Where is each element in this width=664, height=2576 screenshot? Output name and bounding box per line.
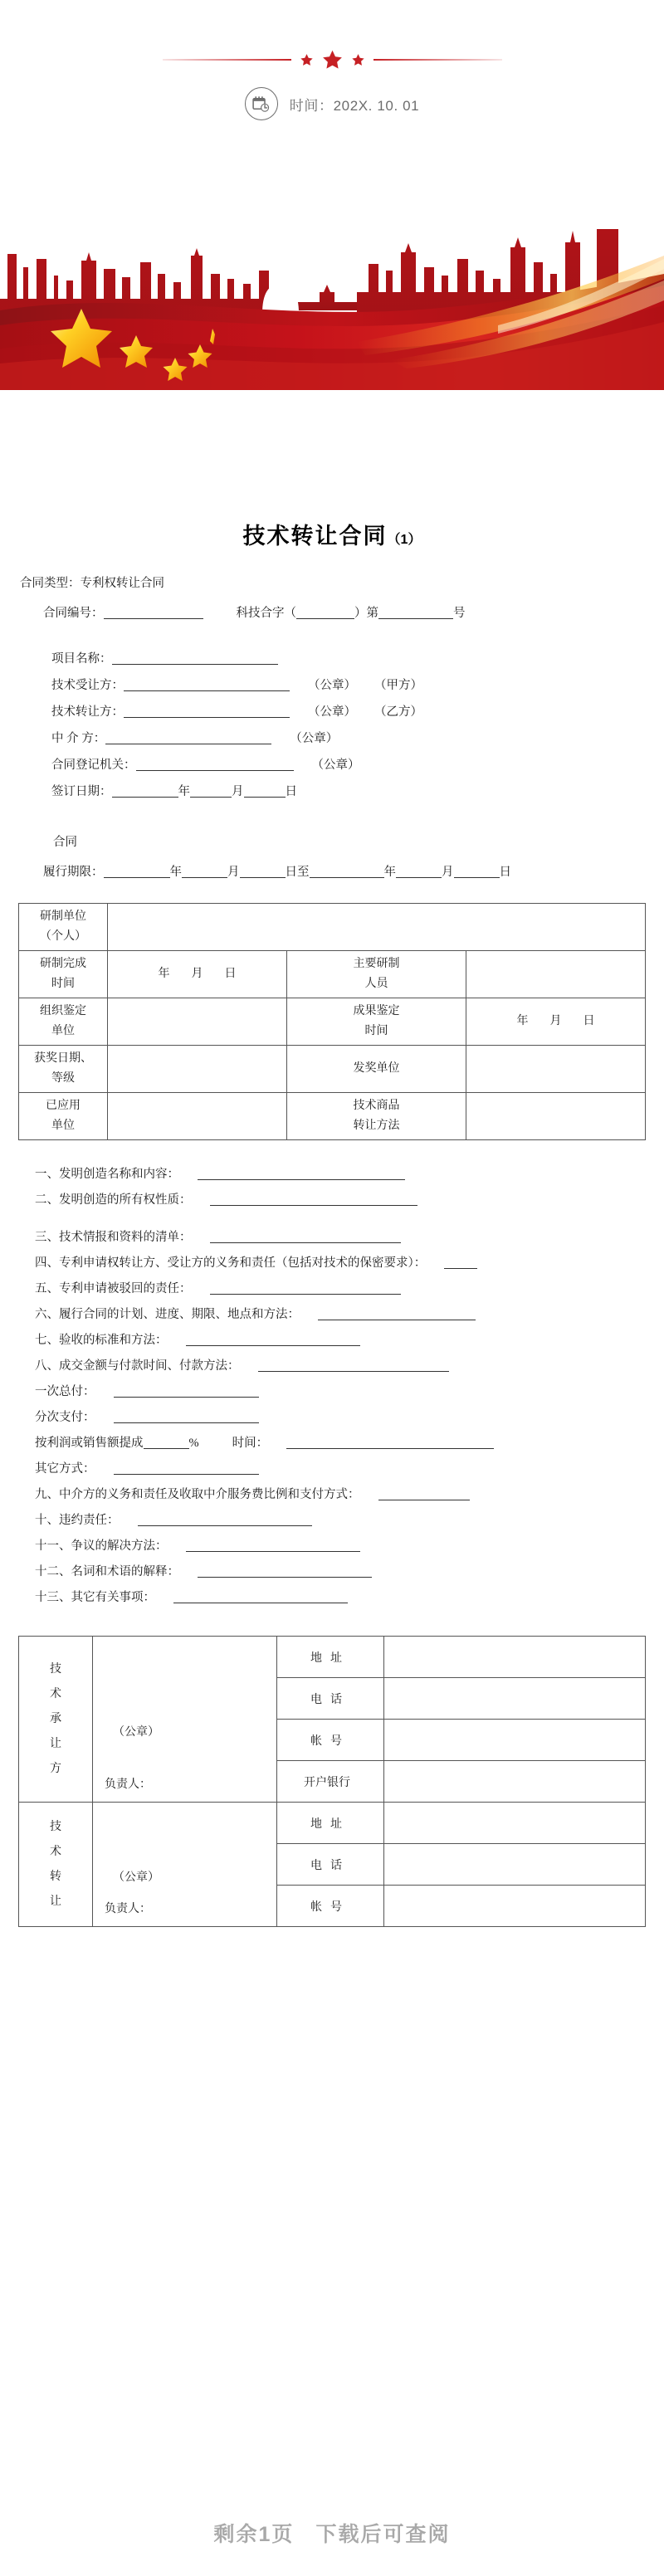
sig-key-address: 地址 bbox=[277, 1803, 384, 1844]
star-divider bbox=[0, 43, 664, 76]
page-title-suffix: （1） bbox=[387, 533, 422, 547]
clause-input[interactable] bbox=[210, 1229, 401, 1243]
keji-no-input[interactable] bbox=[378, 605, 453, 619]
sig-side-transferee: 技 术 承 让 方 bbox=[19, 1637, 93, 1803]
seal-note: （公章） bbox=[113, 1871, 159, 1884]
table-row bbox=[19, 998, 646, 1046]
star-icon-small-left bbox=[300, 53, 314, 67]
sign-date-label: 签订日期： bbox=[51, 785, 112, 799]
party-label: 合同登记机关： bbox=[51, 759, 136, 773]
clause-item-11 bbox=[35, 1534, 646, 1559]
cell-value[interactable]: 年月日 bbox=[108, 951, 287, 998]
clause-input[interactable] bbox=[210, 1192, 417, 1206]
clause-text: 八、成交金额与付款时间、付款方法： bbox=[35, 1359, 240, 1373]
sig-key-account: 帐号 bbox=[277, 1720, 384, 1761]
sign-month-input[interactable] bbox=[190, 783, 232, 798]
sig-value-address[interactable] bbox=[384, 1637, 646, 1678]
perf-year2-input[interactable] bbox=[310, 864, 384, 878]
clause-item-5 bbox=[35, 1276, 646, 1302]
cell-value[interactable] bbox=[108, 1046, 287, 1093]
party-row-project bbox=[51, 646, 646, 672]
sig-value-address[interactable] bbox=[384, 1803, 646, 1844]
royalty-percent-input[interactable] bbox=[144, 1435, 189, 1449]
sign-date-row bbox=[51, 778, 646, 805]
clause-input[interactable] bbox=[173, 1589, 348, 1603]
table-row bbox=[19, 1046, 646, 1093]
date-text: 时间：202X. 10. 01 bbox=[289, 97, 420, 114]
sig-side-transferor: 技 术 转 让 bbox=[19, 1803, 93, 1927]
perf-year-unit: 年 bbox=[169, 866, 182, 880]
page-title-main: 技术转让合同 bbox=[242, 524, 388, 549]
remaining-pages-label: 剩余1页 bbox=[213, 2523, 295, 2546]
clause-text: 其它方式： bbox=[35, 1462, 95, 1476]
perf-day-unit: 日至 bbox=[285, 866, 310, 880]
keji-hao-label: 号 bbox=[453, 607, 466, 621]
perf-month-unit: 月 bbox=[227, 866, 240, 880]
clause-text: 七、验收的标准和方法： bbox=[35, 1334, 168, 1348]
sig-value-phone[interactable] bbox=[384, 1844, 646, 1886]
sig-key-phone: 电话 bbox=[277, 1678, 384, 1720]
performance-block bbox=[18, 830, 646, 885]
clause-text: 十三、其它有关事项： bbox=[35, 1591, 155, 1605]
table-row bbox=[19, 904, 646, 951]
calendar-clock-icon bbox=[245, 87, 278, 120]
sig-seal-cell-transferee[interactable] bbox=[93, 1637, 277, 1803]
star-icon-large-center bbox=[321, 49, 344, 71]
table-row bbox=[19, 1093, 646, 1140]
project-name-input[interactable] bbox=[112, 651, 278, 665]
document-body bbox=[0, 465, 664, 1927]
party-seal-note: （公章） bbox=[311, 759, 360, 773]
cell-value[interactable] bbox=[466, 951, 646, 998]
cell-value[interactable] bbox=[108, 904, 646, 951]
sig-key-address: 地址 bbox=[277, 1637, 384, 1678]
sign-month-unit: 月 bbox=[232, 785, 244, 799]
cell-value[interactable] bbox=[108, 998, 287, 1046]
perf-day-input[interactable] bbox=[240, 864, 286, 878]
cell-label: 成果鉴定 时间 bbox=[287, 998, 466, 1046]
table-row bbox=[19, 1637, 646, 1678]
clause-input[interactable] bbox=[444, 1255, 477, 1269]
red-ribbon-cityscape-banner bbox=[0, 209, 664, 390]
clause-text: 四、专利申请权转让方、受让方的义务和责任（包括对技术的保密要求）： bbox=[35, 1256, 427, 1271]
sign-year-unit: 年 bbox=[178, 785, 190, 799]
clause-item-1 bbox=[35, 1162, 646, 1188]
clause-input[interactable] bbox=[138, 1512, 312, 1526]
clause-item-8 bbox=[35, 1354, 646, 1379]
hetong-label: 合同 bbox=[53, 836, 77, 850]
clause-item-other-method bbox=[35, 1456, 646, 1482]
clause-text: 一次总付： bbox=[35, 1385, 95, 1399]
clause-item-12 bbox=[35, 1559, 646, 1585]
party-seal-note: （公章） bbox=[308, 705, 356, 720]
clause-input[interactable] bbox=[258, 1358, 449, 1372]
transferor-input[interactable] bbox=[124, 704, 290, 718]
contract-type-text: 合同类型：专利权转让合同 bbox=[20, 577, 164, 591]
perf-day2-input[interactable] bbox=[454, 864, 500, 878]
registry-input[interactable] bbox=[136, 757, 294, 771]
sign-year-input[interactable] bbox=[112, 783, 178, 798]
paywall-footer bbox=[0, 2518, 664, 2548]
cell-value[interactable] bbox=[466, 1093, 646, 1140]
clause-item-10 bbox=[35, 1508, 646, 1534]
royalty-percent-unit: % bbox=[188, 1437, 199, 1451]
clause-item-13 bbox=[35, 1585, 646, 1611]
party-seal-note: （公章） bbox=[308, 679, 356, 693]
sig-value-account[interactable] bbox=[384, 1886, 646, 1927]
sig-key-phone: 电话 bbox=[277, 1844, 384, 1886]
cell-label: 组织鉴定 单位 bbox=[19, 998, 108, 1046]
star-icon-small-right bbox=[351, 53, 365, 67]
page-title bbox=[18, 523, 646, 549]
sig-value-bank[interactable] bbox=[384, 1761, 646, 1803]
contract-type-row bbox=[18, 571, 646, 596]
keji-label: 科技合字（ bbox=[236, 607, 296, 621]
sign-day-input[interactable] bbox=[244, 783, 286, 798]
clause-item-2 bbox=[35, 1188, 646, 1213]
cell-label: 已应用 单位 bbox=[19, 1093, 108, 1140]
party-row-transferee bbox=[51, 672, 646, 699]
clauses-block bbox=[18, 1162, 646, 1611]
transferee-input[interactable] bbox=[124, 677, 290, 691]
clause-text: 九、中介方的义务和责任及收取中介服务费比例和支付方式： bbox=[35, 1488, 360, 1502]
clause-item-9 bbox=[35, 1482, 646, 1508]
keji-year-input[interactable] bbox=[296, 605, 354, 619]
royalty-time-label: 时间： bbox=[232, 1437, 269, 1451]
party-side-note: （乙方） bbox=[374, 705, 422, 720]
party-side-note: （甲方） bbox=[374, 679, 422, 693]
cell-label: 研制单位 （个人） bbox=[19, 904, 108, 951]
clause-text: 六、履行合同的计划、进度、期限、地点和方法： bbox=[35, 1308, 300, 1322]
clause-input[interactable] bbox=[318, 1306, 476, 1320]
page-header bbox=[0, 0, 664, 207]
cell-label: 发奖单位 bbox=[287, 1046, 466, 1093]
royalty-prefix: 按利润或销售额提成 bbox=[35, 1437, 144, 1451]
party-label: 项目名称： bbox=[51, 652, 112, 666]
responsible-person-label: 负责人： bbox=[105, 1778, 151, 1792]
clause-input[interactable] bbox=[210, 1281, 401, 1295]
sign-day-unit: 日 bbox=[285, 785, 297, 799]
cell-value[interactable]: 年月日 bbox=[466, 998, 646, 1046]
clause-item-6 bbox=[35, 1302, 646, 1328]
cell-label: 研制完成 时间 bbox=[19, 951, 108, 998]
perf-month2-unit: 月 bbox=[442, 866, 454, 880]
table-row bbox=[19, 1803, 646, 1844]
sig-key-account: 帐号 bbox=[277, 1886, 384, 1927]
cell-value[interactable] bbox=[108, 1093, 287, 1140]
clause-input[interactable] bbox=[186, 1538, 360, 1552]
clause-input[interactable] bbox=[198, 1166, 405, 1180]
clause-text: 十、违约责任： bbox=[35, 1514, 120, 1528]
table-row bbox=[19, 951, 646, 998]
keji-close-label: ）第 bbox=[354, 607, 378, 621]
perf-day2-unit: 日 bbox=[499, 866, 511, 880]
signature-table bbox=[18, 1636, 646, 1927]
research-info-table bbox=[18, 903, 646, 1140]
responsible-person-label: 负责人： bbox=[105, 1903, 151, 1916]
perf-year2-unit: 年 bbox=[383, 866, 396, 880]
clause-text: 三、技术情报和资料的清单： bbox=[35, 1231, 192, 1245]
clause-text: 十二、名词和术语的解释： bbox=[35, 1565, 179, 1579]
sig-key-bank: 开户银行 bbox=[277, 1761, 384, 1803]
sig-seal-cell-transferor[interactable] bbox=[93, 1803, 277, 1927]
clause-input[interactable] bbox=[378, 1486, 470, 1500]
party-row-registry bbox=[51, 752, 646, 778]
clause-input[interactable] bbox=[114, 1383, 259, 1398]
clause-item-lumpsum bbox=[35, 1379, 646, 1405]
clause-item-installment bbox=[35, 1405, 646, 1431]
divider-line-right bbox=[374, 59, 502, 61]
clause-text: 分次支付： bbox=[35, 1411, 95, 1425]
party-seal-note: （公章） bbox=[290, 732, 339, 746]
party-label: 中 介 方： bbox=[51, 732, 106, 746]
perf-month2-input[interactable] bbox=[396, 864, 442, 878]
cell-value[interactable] bbox=[466, 1046, 646, 1093]
clause-input[interactable] bbox=[186, 1332, 360, 1346]
contract-no-label: 合同编号： bbox=[43, 607, 104, 621]
date-row bbox=[0, 79, 664, 129]
clause-input[interactable] bbox=[114, 1461, 259, 1475]
stars-group bbox=[291, 49, 374, 71]
clause-item-3 bbox=[35, 1225, 646, 1251]
sig-value-account[interactable] bbox=[384, 1720, 646, 1761]
party-row-transferor bbox=[51, 699, 646, 725]
clause-item-royalty bbox=[35, 1431, 646, 1456]
performance-row bbox=[43, 860, 646, 885]
clause-text: 十一、争议的解决方法： bbox=[35, 1539, 168, 1554]
clause-text: 二、发明创造的所有权性质： bbox=[35, 1193, 192, 1208]
clause-item-4 bbox=[35, 1251, 646, 1276]
cell-label: 获奖日期、 等级 bbox=[19, 1046, 108, 1093]
party-row-broker bbox=[51, 725, 646, 752]
clause-text: 一、发明创造名称和内容： bbox=[35, 1168, 179, 1182]
clause-input[interactable] bbox=[114, 1409, 259, 1423]
cell-label: 技术商品 转让方法 bbox=[287, 1093, 466, 1140]
party-label: 技术受让方： bbox=[51, 679, 124, 693]
broker-input[interactable] bbox=[105, 730, 271, 744]
royalty-time-input[interactable] bbox=[286, 1435, 494, 1449]
clause-input[interactable] bbox=[198, 1564, 372, 1578]
parties-block bbox=[18, 646, 646, 805]
contract-no-input[interactable] bbox=[104, 605, 203, 619]
download-prompt-label[interactable]: 下载后可查阅 bbox=[315, 2523, 451, 2546]
contract-number-row bbox=[18, 601, 646, 626]
perf-year-input[interactable] bbox=[104, 864, 170, 878]
sig-value-phone[interactable] bbox=[384, 1678, 646, 1720]
divider-line-left bbox=[163, 59, 291, 61]
performance-label: 履行期限： bbox=[43, 866, 104, 880]
clause-item-7 bbox=[35, 1328, 646, 1354]
perf-month-input[interactable] bbox=[182, 864, 227, 878]
party-label: 技术转让方： bbox=[51, 705, 124, 720]
clause-text: 五、专利申请被驳回的责任： bbox=[35, 1282, 192, 1296]
seal-note: （公章） bbox=[113, 1725, 159, 1739]
cell-label: 主要研制 人员 bbox=[287, 951, 466, 998]
